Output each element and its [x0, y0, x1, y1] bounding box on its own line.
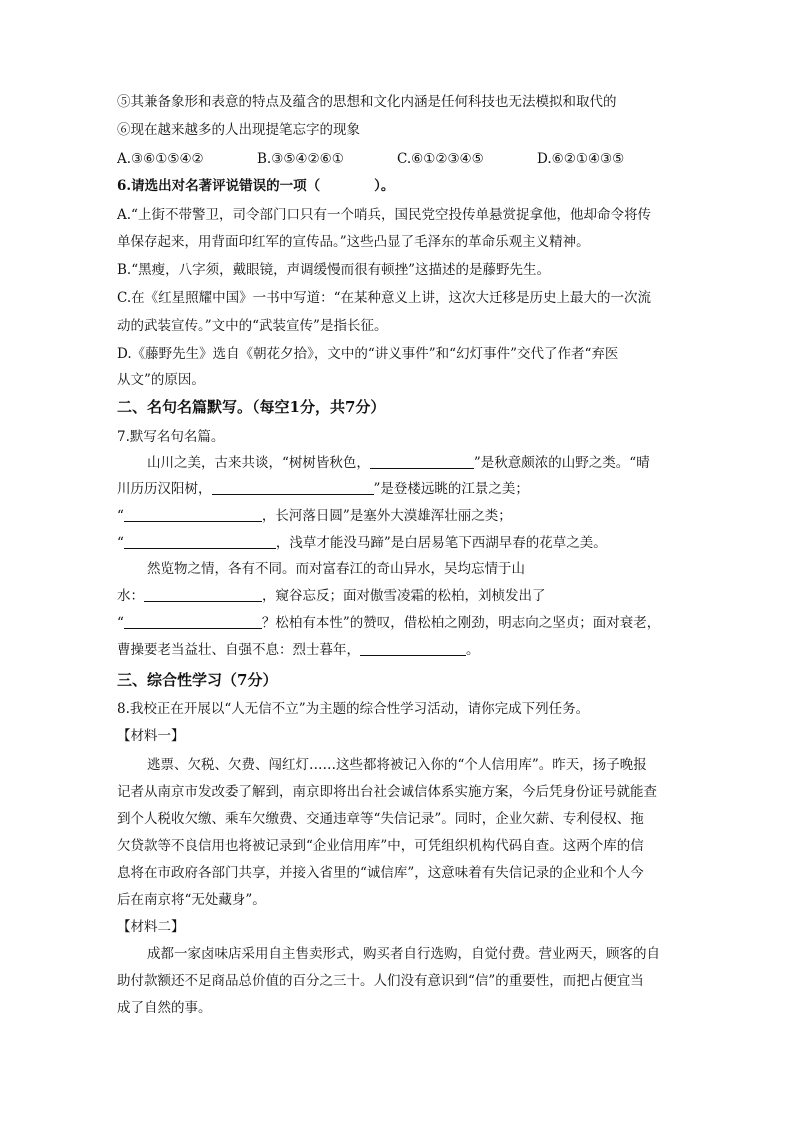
q8-stem: 8.我校正在开展以“人无信不立”为主题的综合性学习活动，请你完成下列任务。 — [117, 701, 590, 717]
section-2-heading: 二、名句名篇默写。（每空1分，共7分） — [117, 398, 386, 416]
q6-stem — [117, 176, 394, 196]
recite-text: “ — [117, 535, 124, 551]
q6-option-d-line1: D.《藤野先生》选自《朝花夕拾》，文中的“讲义事件”和“幻灯事件”交代了作者“弃医 — [117, 346, 619, 362]
q5-options — [117, 149, 677, 169]
recite-line-6 — [117, 586, 546, 606]
q5-item-5: ⑤其兼备象形和表意的特点及蕴含的思想和文化内涵是任何科技也无法模拟和取代的 — [117, 94, 617, 110]
material-1-line: 息将在市政府各部门共享，并接入省里的“诚信库”，这意味着有失信记录的企业和个人今 — [117, 865, 644, 881]
material-1-line: 到个人税收欠缴、乘车欠缴费、交通违章等“失信记录”。同时，企业欠薪、专利侵权、拖 — [117, 811, 644, 827]
recite-line-1 — [117, 453, 650, 473]
material-2-line: 成了自然的事。 — [117, 1000, 212, 1016]
q5-option-d: D.⑥②①④③⑤ — [537, 151, 625, 167]
recite-text: ，窥谷忘反；面对傲雪凌霜的松柏，刘桢发出了 — [262, 588, 546, 604]
q6-option-a-line2: 单保存起来，用背面印红军的宣传品。”这些凸显了毛泽东的革命乐观主义精神。 — [117, 234, 590, 250]
recite-text: ”是登楼远眺的江景之美； — [373, 481, 529, 497]
material-1-line: 欠贷款等不良信用也将被记录到“企业信用库”中，可凭组织机构代码自查。这两个库的信 — [117, 838, 644, 854]
recite-text: 川历历汉阳树， — [117, 481, 212, 497]
material-2-line: 成都一家卤味店采用自主售卖形式，购买者自行选购，自觉付费。营业两天，顾客的自 — [147, 946, 660, 962]
material-1-line: 逃票、欠税、欠费、闯红灯……这些都将被记入你的“个人信用库”。昨天，扬子晚报 — [147, 757, 647, 773]
blank-3[interactable] — [124, 507, 262, 522]
blank-6[interactable] — [124, 614, 262, 629]
recite-line-2 — [117, 479, 529, 499]
recite-text: 水： — [117, 588, 144, 604]
blank-1[interactable] — [370, 454, 474, 469]
recite-text: “ — [117, 615, 124, 631]
material-1-line: 记者从南京市发改委了解到，南京即将出台社会诚信体系实施方案，今后凭身份证号就能查 — [117, 784, 657, 800]
q6-stem-text: 6.请选出对名著评说错误的一项（ — [117, 178, 321, 194]
blank-5[interactable] — [144, 587, 262, 602]
recite-line-8 — [117, 640, 480, 660]
recite-text: 山川之美，古来共谈，“树树皆秋色， — [147, 455, 370, 471]
material-1-title: 【材料一】 — [117, 728, 185, 744]
recite-text: ，浅草才能没马蹄”是白居易笔下西湖早春的花草之美。 — [275, 535, 607, 551]
q6-option-c-line2: 动的武装宣传。”文中的“武装宣传”是指长征。 — [117, 318, 388, 334]
recite-line-7 — [117, 613, 660, 633]
recite-line-5: 然览物之情，各有不同。而对富春江的奇山异水，吴均忘情于山 — [147, 561, 525, 577]
recite-text: ？松柏有本性”的赞叹，借松柏之刚劲，明志向之坚贞；面对衰老， — [261, 615, 661, 631]
q6-stem-close: ）。 — [374, 178, 395, 194]
q5-option-c: C.⑥①②③④⑤ — [397, 151, 484, 167]
material-2-line: 助付款额还不足商品总价值的百分之三十。人们没有意识到“信”的重要性，而把占便宜当 — [117, 973, 644, 989]
section-3-heading: 三、综合性学习（7分） — [117, 671, 278, 689]
q5-item-6: ⑥现在越来越多的人出现提笔忘字的现象 — [117, 122, 360, 138]
q6-option-b: B.“黑瘦，八字须，戴眼镜，声调缓慢而很有顿挫”这描述的是藤野先生。 — [117, 262, 551, 278]
blank-4[interactable] — [124, 534, 276, 549]
recite-text: 曹操要老当益壮、自强不息：烈士暮年， — [117, 642, 360, 658]
blank-2[interactable] — [212, 480, 374, 495]
material-1-line: 后在南京将“无处藏身”。 — [117, 892, 266, 908]
recite-line-4 — [117, 533, 607, 553]
q7-stem: 7.默写名句名篇。 — [117, 429, 225, 445]
recite-text: “ — [117, 508, 124, 524]
q6-option-c-line1: C.在《红星照耀中国》一书中写道：“在某种意义上讲，这次大迁移是历史上最大的一次流 — [117, 290, 652, 306]
material-2-title: 【材料二】 — [117, 919, 185, 935]
recite-text: 。 — [466, 642, 480, 658]
q5-option-b: B.③⑤④②⑥① — [257, 151, 344, 167]
recite-line-3 — [117, 506, 512, 526]
q6-option-a-line1: A.“上街不带警卫，司令部门口只有一个哨兵，国民党空投传单悬赏捉拿他，他却命令将传 — [117, 207, 651, 223]
blank-7[interactable] — [360, 641, 466, 656]
recite-text: ，长河落日圆”是塞外大漠雄浑壮丽之类； — [261, 508, 512, 524]
q6-option-d-line2: 从文”的原因。 — [117, 372, 205, 388]
recite-text: ”是秋意颇浓的山野之类。“晴 — [473, 455, 650, 471]
q5-option-a: A.③⑥①⑤④② — [117, 151, 204, 167]
